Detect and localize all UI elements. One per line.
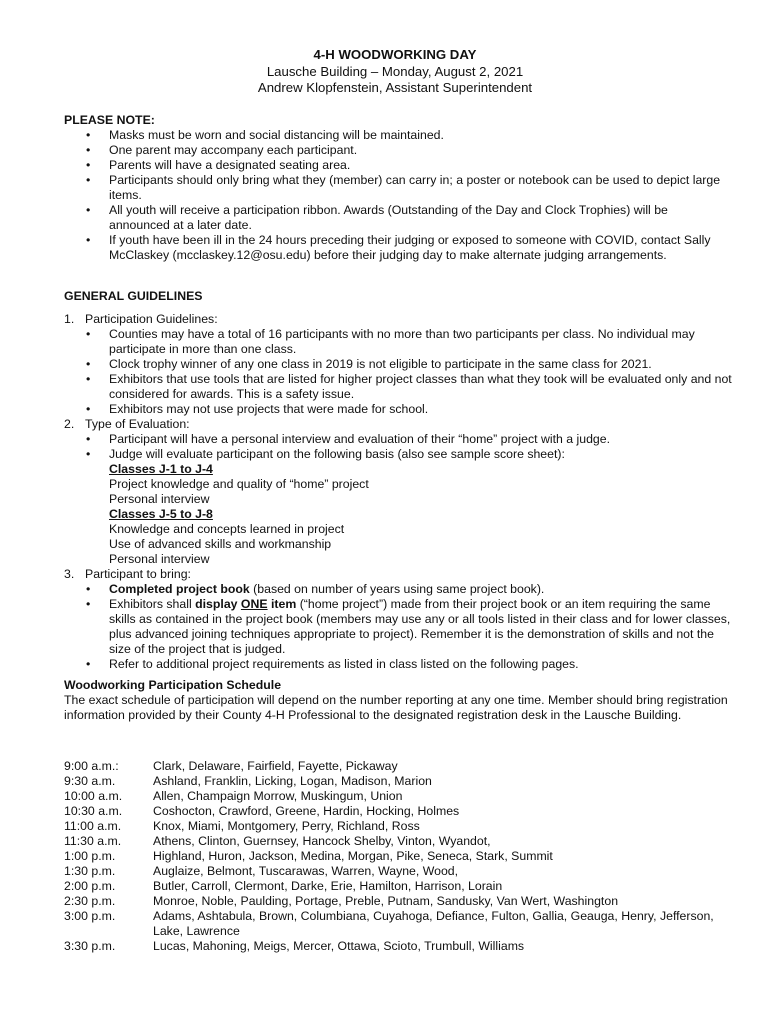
- schedule-time: 3:30 p.m.: [64, 939, 116, 953]
- classes-j5-j8-label: Classes J-5 to J-8: [109, 507, 213, 521]
- schedule-time: 3:00 p.m.: [64, 909, 116, 923]
- schedule-time: 2:00 p.m.: [64, 879, 116, 893]
- schedule-counties: Knox, Miami, Montgomery, Perry, Richland, Ross: [153, 819, 420, 833]
- classes-j1-j4-label: Classes J-1 to J-4: [109, 462, 213, 476]
- schedule-time: 9:00 a.m.:: [64, 759, 119, 773]
- bold-text: Completed project book: [109, 582, 250, 596]
- please-note-list: [64, 128, 732, 263]
- schedule-row: [64, 909, 732, 939]
- schedule-time: 10:00 a.m.: [64, 789, 123, 803]
- schedule-row: [64, 834, 732, 849]
- list-item: • Participant will have a personal interview and evaluation of their “home” project with a judge.: [85, 432, 732, 447]
- list-item: • Exhibitors that use tools that are listed for higher project classes than what they took will be evaluated only and not considered for awards. This is a safety issue.: [85, 372, 732, 402]
- underlined-bold-text: ONE: [240, 597, 268, 611]
- schedule-counties: Coshocton, Crawford, Greene, Hardin, Hocking, Holmes: [153, 804, 460, 818]
- event-location-date: Lausche Building – Monday, August 2, 2021: [266, 63, 524, 79]
- schedule-time: 9:30 a.m.: [64, 774, 116, 788]
- schedule-counties: Clark, Delaware, Fairfield, Fayette, Pickaway: [153, 759, 398, 773]
- document-header: [0, 47, 770, 97]
- superintendent-line: Andrew Klopfenstein, Assistant Superintendent: [257, 80, 533, 95]
- schedule-row: [64, 849, 732, 864]
- bring-rules: [85, 582, 732, 672]
- evaluation-rules: [85, 432, 732, 567]
- guideline-bring: [64, 567, 732, 672]
- schedule-time: 1:00 p.m.: [64, 849, 116, 863]
- criteria-line: Project knowledge and quality of “home” project: [109, 477, 369, 491]
- list-item: • Refer to additional project requirements as listed in class listed on the following pages.: [85, 657, 732, 672]
- text-run: (based on number of years using same project book).: [249, 582, 545, 596]
- guideline-title: Participant to bring:: [85, 567, 191, 581]
- guideline-title: Type of Evaluation:: [85, 417, 190, 431]
- list-item: • Exhibitors may not use projects that were made for school.: [85, 402, 732, 417]
- schedule-row: [64, 804, 732, 819]
- general-guidelines-section: [64, 289, 732, 723]
- guideline-number: 3.: [64, 567, 75, 581]
- list-item: • Masks must be worn and social distancing will be maintained.: [64, 128, 732, 143]
- guideline-number: 2.: [64, 417, 75, 431]
- schedule-time: 11:30 a.m.: [64, 834, 122, 848]
- guideline-participation: [64, 312, 732, 417]
- schedule-row: [64, 819, 732, 834]
- schedule-counties: Auglaize, Belmont, Tuscarawas, Warren, Wayne, Wood,: [153, 864, 459, 878]
- schedule-time: 10:30 a.m.: [64, 804, 123, 818]
- list-item: [85, 597, 732, 657]
- evaluation-basis: • Judge will evaluate participant on the following basis (also see sample score sheet):: [109, 447, 565, 461]
- list-item: [85, 582, 732, 597]
- list-item: • One parent may accompany each participant.: [64, 143, 732, 158]
- bold-text: display: [195, 597, 241, 611]
- schedule-counties: Highland, Huron, Jackson, Medina, Morgan, Pike, Seneca, Stark, Summit: [153, 849, 553, 863]
- guideline-title: Participation Guidelines:: [85, 312, 218, 326]
- list-item: • Counties may have a total of 16 participants with no more than two participants per class. No individual may participate in more than one class.: [85, 327, 732, 357]
- criteria-line: Personal interview: [109, 492, 210, 506]
- schedule-counties: Monroe, Noble, Paulding, Portage, Preble, Putnam, Sandusky, Van Wert, Washington: [153, 894, 619, 908]
- list-item: • Parents will have a designated seating area.: [64, 158, 732, 173]
- criteria-line: Personal interview: [109, 552, 210, 566]
- schedule-table: [64, 759, 732, 954]
- schedule-row: [64, 759, 732, 774]
- schedule-time: 1:30 p.m.: [64, 864, 116, 878]
- guidelines-list: [64, 312, 732, 672]
- general-guidelines-heading: GENERAL GUIDELINES: [64, 289, 203, 303]
- schedule-row: [64, 774, 732, 789]
- schedule-row: [64, 939, 732, 954]
- text-run: Exhibitors shall: [109, 597, 196, 611]
- bold-text: item: [267, 597, 297, 611]
- please-note-section: [64, 113, 732, 263]
- list-item: • All youth will receive a participation ribbon. Awards (Outstanding of the Day and Clock Trophies) will be announced at a later date.: [64, 203, 732, 233]
- schedule-counties: Adams, Ashtabula, Brown, Columbiana, Cuyahoga, Defiance, Fulton, Gallia, Geauga, Henry, Jefferson, Lake, Lawrence: [153, 909, 714, 938]
- list-item: • Clock trophy winner of any one class in 2019 is not eligible to participate in the same class for 2021.: [85, 357, 732, 372]
- schedule-counties: Athens, Clinton, Guernsey, Hancock Shelby, Vinton, Wyandot,: [153, 834, 491, 848]
- schedule-intro: The exact schedule of participation will depend on the number reporting at any one time. Member should bring registration information provided by their County 4-H Professional to the designated registration desk in the Lausche Building.: [64, 693, 728, 722]
- participation-rules: [85, 327, 732, 417]
- schedule-time: 2:30 p.m.: [64, 894, 116, 908]
- guideline-evaluation: [64, 417, 732, 567]
- schedule-time: 11:00 a.m.: [64, 819, 122, 833]
- document-title: 4-H WOODWORKING DAY: [313, 47, 477, 62]
- list-item: [85, 447, 732, 567]
- list-item: • If youth have been ill in the 24 hours preceding their judging or exposed to someone with COVID, contact Sally McClaskey (mcclaskey.12@osu.edu) before their judging day to make alternate judging arrangements.: [64, 233, 732, 263]
- schedule-row: [64, 789, 732, 804]
- list-item: • Participants should only bring what they (member) can carry in; a poster or notebook can be used to depict large items.: [64, 173, 732, 203]
- guideline-number: 1.: [64, 312, 75, 326]
- schedule-row: [64, 864, 732, 879]
- text-run: (“home project”) made from their project book or an item requiring the same skills as contained in the project book (members may use any or all tools listed in their class and for lower classes, plus advanced joining techniques appropriate to project). Remember it is the demonstration of skills and not the size of the project that is judged.: [109, 597, 731, 656]
- schedule-heading: Woodworking Participation Schedule: [64, 678, 282, 692]
- schedule-counties: Lucas, Mahoning, Meigs, Mercer, Ottawa, Scioto, Trumbull, Williams: [153, 939, 525, 953]
- schedule-counties: Ashland, Franklin, Licking, Logan, Madison, Marion: [153, 774, 432, 788]
- please-note-heading: PLEASE NOTE:: [64, 113, 155, 127]
- criteria-line: Use of advanced skills and workmanship: [109, 537, 332, 551]
- schedule-row: [64, 894, 732, 909]
- schedule-counties: Butler, Carroll, Clermont, Darke, Erie, Hamilton, Harrison, Lorain: [153, 879, 503, 893]
- criteria-line: Knowledge and concepts learned in project: [109, 522, 345, 536]
- schedule-counties: Allen, Champaign Morrow, Muskingum, Union: [153, 789, 403, 803]
- schedule-row: [64, 879, 732, 894]
